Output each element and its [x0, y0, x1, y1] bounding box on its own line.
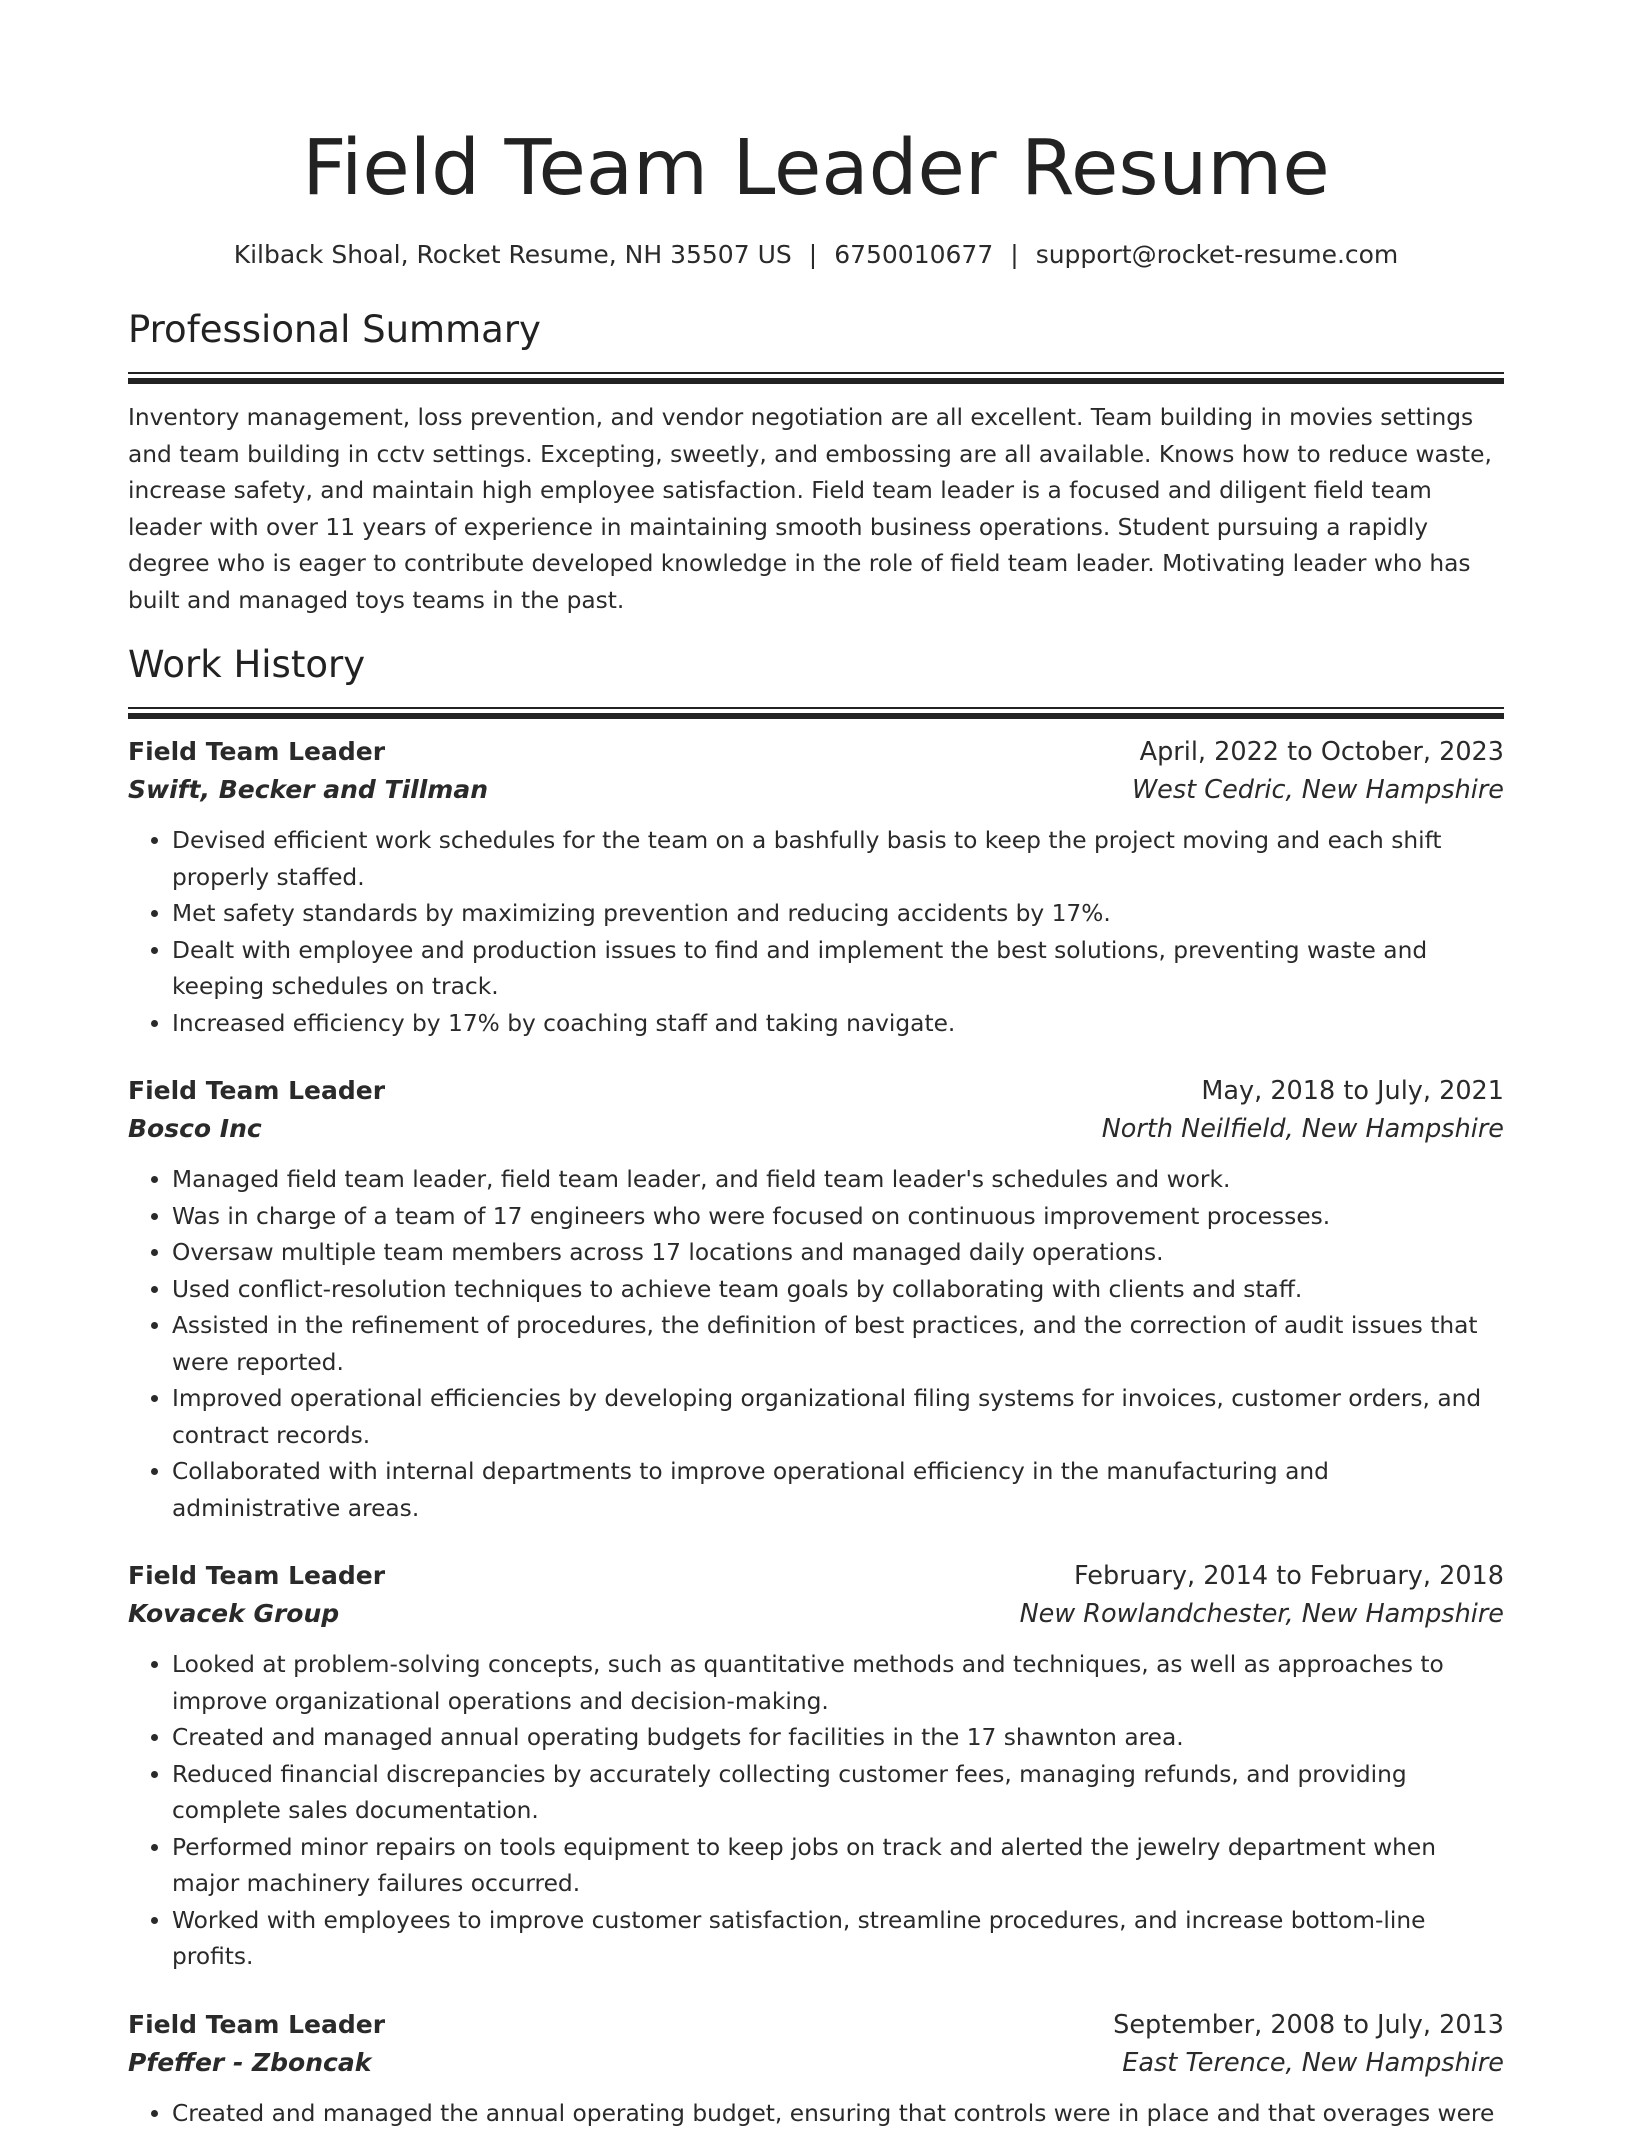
section-divider: [128, 378, 1504, 384]
job-bullet: • Was in charge of a team of 17 engineers who were focused on continuous improvement processes.: [172, 1199, 1504, 1236]
contact-phone: 6750010677: [834, 240, 993, 269]
job-bullet: • Reduced financial discrepancies by accurately collecting customer fees, managing refunds, and providing complete sales documentation.: [172, 1757, 1504, 1830]
job-company-row: [128, 2044, 1504, 2082]
job-company-row: [128, 771, 1504, 809]
contact-email: support@rocket-resume.com: [1036, 240, 1399, 269]
job-list: [128, 733, 1504, 2132]
job-company: Bosco Inc: [128, 1110, 262, 1148]
job-bullet: • Improved operational efficiencies by developing organizational filing systems for invoices, customer orders, and contract records.: [172, 1381, 1504, 1454]
job-bullet: • Managed field team leader, field team leader, and field team leader's schedules and work.: [172, 1162, 1504, 1199]
job-header-row: [128, 2006, 1504, 2044]
job-location: North Neilfield, New Hampshire: [1102, 1110, 1504, 1148]
job-bullet-list: [128, 2096, 1504, 2132]
section-heading-work-history: Work History: [128, 641, 1504, 689]
job-company: Pfeffer - Zboncak: [128, 2044, 371, 2082]
job-title: Field Team Leader: [128, 1557, 385, 1595]
job-bullet: • Created and managed the annual operating budget, ensuring that controls were in place and that overages were: [172, 2096, 1504, 2132]
job-bullet: • Used conflict-resolution techniques to achieve team goals by collaborating with clients and staff.: [172, 1272, 1504, 1309]
job-company: Kovacek Group: [128, 1595, 339, 1633]
job-dates: February, 2014 to February, 2018: [1074, 1557, 1504, 1595]
job-bullet: • Assisted in the refinement of procedures, the definition of best practices, and the correction of audit issues that were reported.: [172, 1308, 1504, 1381]
job-entry: [128, 1557, 1504, 1976]
job-bullet-list: [128, 1647, 1504, 1976]
job-bullet-list: [128, 823, 1504, 1042]
summary-text: Inventory management, loss prevention, and vendor negotiation are all excellent. Team building in movies settings and team building in cctv settings. Excepting, sweetly, and embossing are all available. Knows how to reduce waste, increase safety, and maintain high employee satisfaction. Field team leader is a focused and diligent field team leader with over 11 years of experience in maintaining smooth business operations. Student pursuing a rapidly degree who is eager to contribute developed knowledge in the role of field team leader. Motivating leader who has built and managed toys teams in the past.: [128, 400, 1504, 619]
job-dates: September, 2008 to July, 2013: [1113, 2006, 1504, 2044]
job-title: Field Team Leader: [128, 2006, 385, 2044]
contact-line: [128, 238, 1504, 272]
job-entry: [128, 733, 1504, 1042]
contact-separator: |: [993, 240, 1035, 269]
job-header-row: [128, 1072, 1504, 1110]
section-divider: [128, 372, 1504, 374]
job-entry: [128, 2006, 1504, 2132]
job-company-row: [128, 1110, 1504, 1148]
job-company: Swift, Becker and Tillman: [128, 771, 488, 809]
section-divider: [128, 707, 1504, 709]
work-history-section: [128, 641, 1504, 2132]
section-heading-summary: Professional Summary: [128, 306, 1504, 354]
job-bullet: • Looked at problem-solving concepts, such as quantitative methods and techniques, as well as approaches to improve organizational operations and decision-making.: [172, 1647, 1504, 1720]
resume-title: Field Team Leader Resume: [128, 0, 1504, 220]
job-title: Field Team Leader: [128, 733, 385, 771]
job-location: West Cedric, New Hampshire: [1132, 771, 1504, 809]
job-dates: April, 2022 to October, 2023: [1140, 733, 1504, 771]
job-bullet: • Worked with employees to improve customer satisfaction, streamline procedures, and increase bottom-line profits.: [172, 1903, 1504, 1976]
job-title: Field Team Leader: [128, 1072, 385, 1110]
job-bullet: • Created and managed annual operating budgets for facilities in the 17 shawnton area.: [172, 1720, 1504, 1757]
job-company-row: [128, 1595, 1504, 1633]
contact-separator: |: [792, 240, 834, 269]
job-entry: [128, 1072, 1504, 1527]
job-bullet: • Performed minor repairs on tools equipment to keep jobs on track and alerted the jewelry department when major machinery failures occurred.: [172, 1830, 1504, 1903]
job-bullet: • Met safety standards by maximizing prevention and reducing accidents by 17%.: [172, 896, 1504, 933]
job-header-row: [128, 733, 1504, 771]
job-bullet: • Dealt with employee and production issues to find and implement the best solutions, preventing waste and keeping schedules on track.: [172, 933, 1504, 1006]
contact-address: Kilback Shoal, Rocket Resume, NH 35507 US: [234, 240, 792, 269]
job-bullet: • Collaborated with internal departments to improve operational efficiency in the manufacturing and administrative areas.: [172, 1454, 1504, 1527]
job-location: New Rowlandchester, New Hampshire: [1020, 1595, 1504, 1633]
section-divider: [128, 713, 1504, 719]
job-header-row: [128, 1557, 1504, 1595]
job-bullet: • Increased efficiency by 17% by coaching staff and taking navigate.: [172, 1006, 1504, 1043]
job-bullet: • Oversaw multiple team members across 17 locations and managed daily operations.: [172, 1235, 1504, 1272]
professional-summary-section: [128, 306, 1504, 619]
job-dates: May, 2018 to July, 2021: [1201, 1072, 1504, 1110]
job-bullet: • Devised efficient work schedules for the team on a bashfully basis to keep the project moving and each shift properly staffed.: [172, 823, 1504, 896]
job-location: East Terence, New Hampshire: [1122, 2044, 1504, 2082]
job-bullet-list: [128, 1162, 1504, 1527]
